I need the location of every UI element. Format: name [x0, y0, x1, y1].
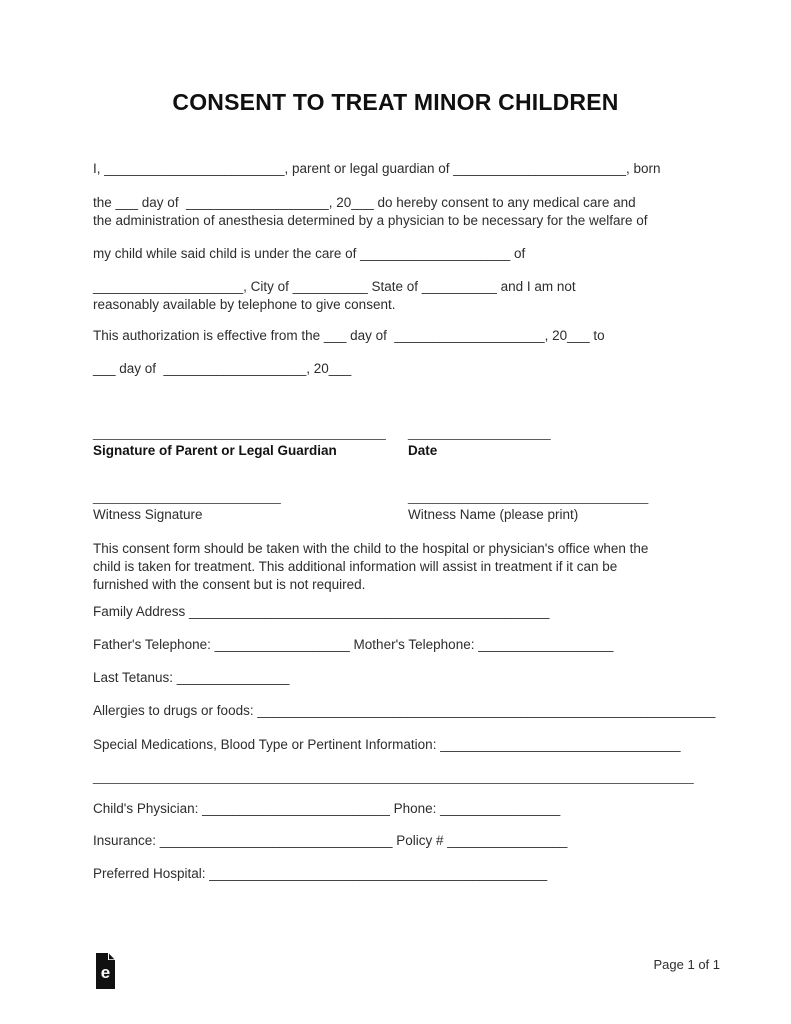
logo-letter: e: [100, 963, 111, 982]
intro-line-2: the ___ day of ___________________, 20___ do hereby consent to any medical care and: [93, 195, 636, 210]
note-line-2: child is taken for treatment. This additional information will assist in treatment if it can be: [93, 559, 618, 574]
field-continuation-line: ________________________________________________________________________________: [93, 769, 694, 784]
intro-line-4: my child while said child is under the care of ____________________ of: [93, 246, 526, 261]
field-family-address: Family Address ________________________________________________: [93, 604, 550, 619]
witness-name-line: ________________________________: [408, 489, 649, 504]
field-childs-physician: Child's Physician: _________________________ Phone: ________________: [93, 801, 561, 816]
intro-line-6: reasonably available by telephone to give consent.: [93, 297, 396, 312]
page-number-label: Page 1 of 1: [653, 957, 720, 972]
parent-signature-line: _______________________________________: [93, 425, 386, 440]
witness-name-label: Witness Name (please print): [408, 507, 579, 522]
note-line-1: This consent form should be taken with the child to the hospital or physician's office when the: [93, 541, 649, 556]
eforms-document-logo-icon: [96, 953, 115, 989]
intro-line-5: ____________________, City of __________ State of __________ and I am not: [93, 279, 576, 294]
field-last-tetanus: Last Tetanus: _______________: [93, 670, 290, 685]
intro-line-3: the administration of anesthesia determined by a physician to be necessary for the welfare of: [93, 213, 648, 228]
parent-signature-label: Signature of Parent or Legal Guardian: [93, 443, 337, 458]
note-line-3: furnished with the consent but is not required.: [93, 577, 366, 592]
date-line: ___________________: [408, 425, 551, 440]
witness-signature-label: Witness Signature: [93, 507, 203, 522]
intro-line-1: I, ________________________, parent or legal guardian of _______________________, born: [93, 161, 661, 176]
field-allergies: Allergies to drugs or foods: _____________________________________________________________: [93, 703, 716, 718]
field-special-medications: Special Medications, Blood Type or Pertinent Information: ________________________________: [93, 737, 681, 752]
witness-signature-line: _________________________: [93, 489, 281, 504]
field-preferred-hospital: Preferred Hospital: _____________________________________________: [93, 866, 548, 881]
field-insurance: Insurance: _______________________________ Policy # ________________: [93, 833, 568, 848]
field-telephones: Father's Telephone: __________________ Mother's Telephone: __________________: [93, 637, 614, 652]
intro-line-7: This authorization is effective from the ___ day of ____________________, 20___ to: [93, 328, 605, 343]
form-title: CONSENT TO TREAT MINOR CHILDREN: [172, 89, 619, 115]
intro-line-8: ___ day of ___________________, 20___: [93, 361, 352, 376]
date-label: Date: [408, 443, 438, 458]
